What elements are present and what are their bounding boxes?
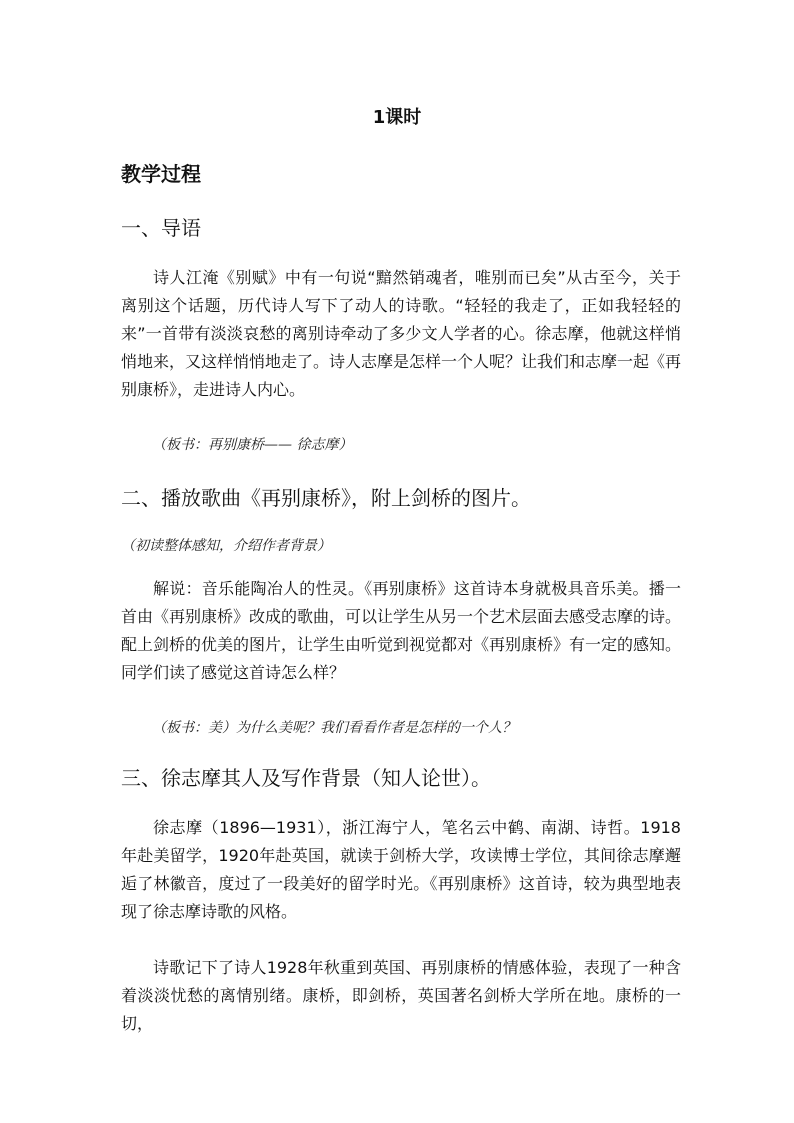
process-heading: 教学过程: [121, 162, 201, 186]
section-2-paragraph: 解说：音乐能陶冶人的性灵。《再别康桥》这首诗本身就极具音乐美。播一首由《再别康桥》改成的歌曲，可以让学生从另一个艺术层面去感受志摩的诗。配上剑桥的优美的图片，让学生由听觉到视觉都对《再别康桥》有一定的感知。同学们读了感觉这首诗怎么样？: [121, 579, 682, 682]
section-3-paragraph-1: 徐志摩（1896—1931），浙江海宁人，笔名云中鹤、南湖、诗哲。1918年赴美留学，1920年赴英国，就读于剑桥大学，攻读博士学位，其间徐志摩邂逅了林徽音，度过了一段美好的留学时光。《再别康桥》这首诗，较为典型地表现了徐志摩诗歌的风格。: [121, 818, 681, 921]
section-2-heading: 二、播放歌曲《再别康桥》，附上剑桥的图片。: [121, 486, 531, 510]
section-1-board-note: （板书：再别康桥—— 徐志摩）: [152, 437, 353, 453]
lesson-title: 1课时: [372, 107, 422, 128]
section-2-board-note: （板书：美）为什么美呢？我们看看作者是怎样的一个人？: [152, 720, 516, 736]
section-3-heading: 三、徐志摩其人及写作背景（知人论世）。: [121, 766, 491, 790]
section-2-subnote: （初读整体感知，介绍作者背景）: [121, 538, 331, 554]
section-1-heading: 一、导语: [121, 216, 201, 240]
section-3-paragraph-2: 诗歌记下了诗人1928年秋重到英国、再别康桥的情感体验，表现了一种含着淡淡忧愁的离情别绪。康桥，即剑桥，英国著名剑桥大学所在地。康桥的一切，: [121, 958, 681, 1033]
section-1-paragraph: 诗人江淹《别赋》中有一句说“黯然销魂者，唯别而已矣”从古至今，关于离别这个话题，历代诗人写下了动人的诗歌。“轻轻的我走了，正如我轻轻的来”一首带有淡淡哀愁的离别诗牵动了多少文人学者的心。徐志摩，他就这样悄悄地来，又这样悄悄地走了。诗人志摩是怎样一个人呢？让我们和志摩一起《再别康桥》，走进诗人内心。: [121, 268, 682, 399]
